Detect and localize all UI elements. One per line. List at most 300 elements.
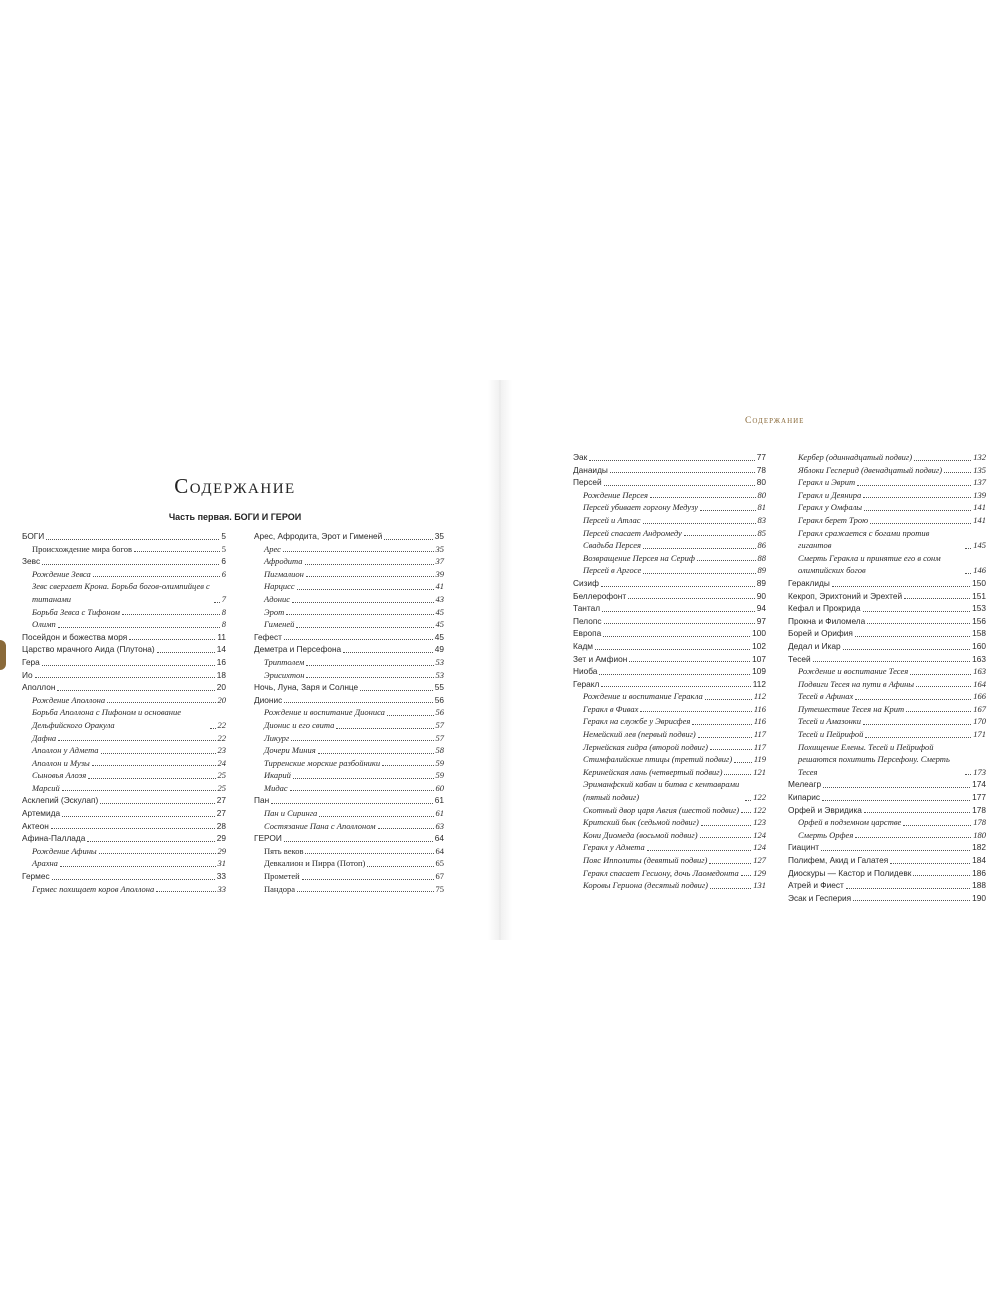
toc-page-number: 37 [435, 556, 444, 567]
toc-entry-title: Лернейская гидра (второй подвиг) [583, 741, 708, 752]
toc-page-number: 121 [753, 766, 766, 777]
toc-page-number: 25 [217, 770, 226, 781]
toc-entry-title: Рождение и воспитание Диониса [264, 707, 385, 718]
toc-entry [254, 555, 444, 568]
toc-entry [573, 451, 766, 464]
toc-entry-title: Полифем, Акид и Галатея [788, 855, 889, 865]
toc-page-number: 88 [757, 552, 766, 563]
toc-entry-title: Борей и Орифия [788, 628, 853, 639]
toc-entry [788, 590, 986, 603]
toc-entry-title: Свадьба Персея [583, 540, 641, 551]
toc-entry-title: Борьба Аполлона с Пифоном и основание Дельфийского Оракула [32, 707, 182, 730]
toc-leader-dots [384, 539, 432, 540]
toc-entry-title: Зет и Амфион [573, 653, 628, 664]
toc-page-number: 132 [973, 452, 986, 462]
toc-page-number: 100 [752, 628, 766, 639]
toc-leader-dots [60, 866, 216, 867]
toc-entry [254, 568, 444, 581]
toc-leader-dots [821, 850, 970, 851]
toc-page-number: 177 [972, 792, 986, 803]
toc-page-number: 178 [972, 804, 986, 815]
toc-entry [573, 527, 766, 540]
toc-leader-dots [382, 765, 433, 766]
toc-entry [22, 543, 226, 556]
toc-entry-title: Кони Диомеда (восьмой подвиг) [583, 829, 698, 840]
toc-entry [22, 807, 226, 820]
toc-page-number: 135 [973, 464, 986, 475]
toc-leader-dots [601, 586, 755, 587]
toc-leader-dots [305, 564, 434, 565]
toc-page-number: 141 [973, 502, 986, 513]
toc-entry [573, 690, 766, 703]
toc-leader-dots [284, 639, 433, 640]
toc-page-number: 129 [753, 867, 766, 878]
toc-entry-title: Актеон [22, 820, 49, 831]
toc-entry-title: Гименей [264, 619, 295, 630]
toc-entry [254, 643, 444, 656]
toc-entry [573, 841, 766, 854]
toc-page-number: 53 [435, 656, 444, 667]
toc-leader-dots [387, 715, 434, 716]
toc-entry [22, 794, 226, 807]
toc-entry-title: Пигмалион [264, 568, 304, 579]
toc-entry-title: Беллерофонт [573, 590, 627, 601]
toc-leader-dots [107, 702, 215, 703]
toc-leader-dots [914, 460, 971, 461]
toc-entry-title: Рождение Персея [583, 489, 648, 500]
left-page [0, 0, 490, 1300]
toc-leader-dots [210, 728, 216, 729]
toc-page-number: 24 [217, 757, 226, 768]
toc-leader-dots [99, 853, 216, 854]
toc-leader-dots [93, 576, 220, 577]
toc-page-number: 75 [435, 883, 444, 894]
toc-entry [788, 854, 986, 867]
toc-page-number: 122 [753, 804, 766, 815]
toc-page-number: 180 [973, 829, 986, 840]
toc-leader-dots [92, 765, 216, 766]
toc-entry [22, 555, 226, 568]
toc-page-number: 81 [757, 502, 766, 513]
toc-leader-dots [857, 485, 971, 486]
toc-page-number: 116 [753, 703, 766, 714]
toc-page-number: 184 [972, 855, 986, 865]
toc-page-number: 20 [216, 682, 226, 693]
toc-column-right-2 [788, 451, 986, 904]
toc-leader-dots [302, 879, 434, 880]
toc-entry [254, 543, 444, 556]
toc-entry [22, 606, 226, 619]
toc-page-number: 23 [217, 745, 226, 756]
toc-entry [22, 694, 226, 707]
toc-entry-title: Смерть Геракла и принятие его в сонм олимпийских богов [798, 552, 941, 576]
toc-entry-title: Тесей [788, 653, 811, 664]
toc-entry [573, 539, 766, 552]
toc-entry [573, 615, 766, 628]
toc-entry-title: Гера [22, 656, 40, 667]
toc-entry-title: Эрисихтон [264, 669, 305, 680]
toc-leader-dots [710, 888, 751, 889]
toc-entry-title: Возвращение Персея на Сериф [583, 552, 695, 563]
toc-entry-title: Происхождение мира богов [32, 543, 132, 554]
toc-entry-title: Икарий [264, 770, 291, 781]
toc-page-number: 131 [753, 880, 766, 891]
toc-entry-title: Смерть Орфея [798, 829, 854, 840]
toc-entry-title: Ио [22, 669, 33, 680]
toc-entry [788, 615, 986, 628]
toc-page-number: 122 [753, 792, 766, 803]
toc-entry [254, 593, 444, 606]
toc-entry-title: Афродита [264, 556, 303, 567]
toc-entry [254, 807, 444, 820]
toc-entry [788, 527, 986, 552]
toc-leader-dots [823, 787, 970, 788]
toc-leader-dots [643, 523, 756, 524]
toc-page-number: 27 [216, 808, 226, 819]
toc-leader-dots [87, 841, 214, 842]
toc-entry-title: Гефест [254, 631, 282, 642]
toc-leader-dots [650, 497, 756, 498]
toc-entry-title: Эриманфский кабан и битва с кентаврами (пятый подвиг) [583, 779, 740, 803]
toc-entry [573, 715, 766, 728]
toc-entry-title: Прометей [264, 871, 300, 882]
toc-page-number: 31 [217, 858, 226, 869]
toc-leader-dots [291, 740, 433, 741]
toc-entry [22, 631, 226, 644]
toc-entry-title: Тесей и Амазонки [798, 716, 862, 727]
toc-leader-dots [710, 749, 752, 750]
toc-page-number: 146 [973, 565, 986, 576]
toc-leader-dots [100, 803, 215, 804]
toc-entry-title: Борьба Зевса с Тифоном [32, 606, 120, 617]
toc-leader-dots [867, 623, 970, 624]
toc-page-number: 78 [756, 464, 766, 475]
toc-leader-dots [741, 812, 751, 813]
toc-page-number: 59 [435, 757, 444, 768]
toc-entry [788, 778, 986, 791]
toc-leader-dots [57, 690, 214, 691]
toc-entry-title: Геракл берет Трою [798, 514, 869, 525]
toc-entry [788, 514, 986, 527]
toc-entry-title: Ниоба [573, 666, 598, 677]
toc-entry [573, 489, 766, 502]
toc-page-number: 29 [216, 833, 226, 844]
toc-entry [573, 577, 766, 590]
toc-entry [254, 681, 444, 694]
toc-entry-title: БОГИ [22, 531, 45, 541]
toc-leader-dots [601, 686, 750, 687]
toc-entry [573, 741, 766, 754]
toc-entry-title: Кербер (одиннадцатый подвиг) [798, 452, 913, 462]
toc-entry-title: Состязание Пана с Аполлоном [264, 820, 376, 831]
toc-leader-dots [855, 837, 971, 838]
toc-entry-title: Рождение Зевса [32, 568, 91, 579]
toc-entry [22, 832, 226, 845]
toc-entry-title: Аполлон и Музы [32, 757, 90, 768]
toc-leader-dots [42, 564, 219, 565]
toc-page-number: 163 [972, 653, 986, 664]
toc-leader-dots [745, 800, 751, 801]
toc-page-number: 20 [217, 694, 226, 705]
toc-page-number: 97 [756, 615, 766, 626]
toc-entry-title: Коровы Гериона (десятый подвиг) [583, 880, 709, 891]
toc-page-number: 14 [216, 644, 226, 655]
toc-entry [254, 857, 444, 870]
toc-entry [573, 804, 766, 817]
toc-column-right-1 [573, 451, 766, 892]
toc-entry-title: Рождение и воспитание Тесея [798, 666, 909, 677]
toc-entry [254, 618, 444, 631]
toc-entry [788, 829, 986, 842]
toc-leader-dots [367, 866, 433, 867]
toc-page-number: 56 [434, 694, 444, 705]
toc-entry-title: Геракл и Эврит [798, 477, 856, 488]
toc-leader-dots [822, 800, 970, 801]
toc-entry [788, 879, 986, 892]
toc-entry [788, 552, 986, 577]
toc-leader-dots [101, 753, 216, 754]
toc-entry-title: Тесей в Афинах [798, 691, 854, 702]
toc-entry [22, 681, 226, 694]
toc-entry [254, 606, 444, 619]
contents-title: Содержание [174, 474, 296, 498]
toc-page-number: 156 [972, 615, 986, 626]
toc-page-number: 22 [217, 732, 226, 743]
toc-entry-title: Прокна и Филомела [788, 615, 866, 626]
toc-entry [573, 464, 766, 477]
toc-leader-dots [863, 497, 971, 498]
toc-entry [254, 669, 444, 682]
toc-leader-dots [865, 737, 971, 738]
toc-page-number: 166 [973, 691, 986, 702]
toc-page-number: 45 [434, 631, 444, 642]
toc-entry [573, 766, 766, 779]
toc-page-number: 109 [752, 666, 766, 677]
toc-column-left-2 [254, 530, 444, 895]
toc-entry [22, 656, 226, 669]
toc-entry-title: Зевс свергает Крона. Борьба богов-олимпийцев с титанами [32, 581, 210, 604]
toc-leader-dots [700, 837, 752, 838]
toc-entry [788, 476, 986, 489]
toc-page-number: 182 [972, 842, 986, 853]
toc-page-number: 127 [753, 855, 766, 865]
toc-leader-dots [129, 639, 215, 640]
toc-entry-title: Керинейская лань (четвертый подвиг) [583, 766, 723, 777]
toc-leader-dots [853, 900, 970, 901]
toc-page-number: 59 [435, 770, 444, 781]
toc-entry [788, 715, 986, 728]
right-page [510, 0, 1000, 1300]
toc-leader-dots [305, 853, 433, 854]
toc-entry [573, 665, 766, 678]
toc-entry [788, 653, 986, 666]
toc-leader-dots [122, 614, 220, 615]
toc-page-number: 6 [221, 556, 226, 567]
toc-entry-title: Тесей и Пейрифой [798, 729, 864, 740]
toc-entry [573, 602, 766, 615]
toc-page-number: 85 [757, 527, 766, 538]
toc-entry [573, 829, 766, 842]
toc-entry [788, 640, 986, 653]
toc-entry-title: Афина-Паллада [22, 833, 86, 844]
toc-page-number: 63 [435, 820, 444, 831]
toc-entry-title: Арахна [32, 858, 58, 869]
toc-page-number: 57 [435, 732, 444, 743]
toc-entry-title: Персей [573, 477, 602, 488]
toc-page-number: 112 [753, 691, 766, 702]
toc-leader-dots [286, 614, 433, 615]
toc-leader-dots [697, 560, 756, 561]
toc-page-number: 178 [973, 817, 986, 828]
toc-entry [788, 602, 986, 615]
toc-entry [788, 703, 986, 716]
toc-entry-title: Персей в Аргосе [583, 565, 642, 576]
toc-entry [788, 690, 986, 703]
toc-page-number: 102 [752, 640, 766, 651]
toc-page-number: 67 [435, 871, 444, 882]
toc-entry [22, 769, 226, 782]
toc-leader-dots [647, 850, 751, 851]
toc-entry-title: Европа [573, 628, 602, 639]
toc-page-number: 60 [435, 782, 444, 793]
toc-leader-dots [343, 652, 433, 653]
toc-entry [254, 656, 444, 669]
toc-page-number: 94 [756, 603, 766, 614]
toc-leader-dots [906, 711, 971, 712]
toc-page-number: 8 [221, 619, 226, 630]
toc-leader-dots [701, 825, 751, 826]
toc-entry-title: Сыновья Алоэя [32, 770, 87, 781]
toc-entry [22, 706, 226, 731]
toc-entry-title: Атрей и Фиест [788, 880, 844, 891]
toc-page-number: 117 [753, 729, 766, 740]
toc-page-number: 124 [753, 842, 766, 853]
toc-entry-title: Пандора [264, 883, 296, 894]
toc-page-number: 90 [756, 590, 766, 601]
toc-leader-dots [628, 598, 755, 599]
toc-entry-title: Дочери Миния [264, 745, 316, 756]
toc-entry [788, 501, 986, 514]
toc-page-number: 64 [434, 833, 444, 844]
toc-page-number: 158 [972, 628, 986, 639]
toc-entry-title: Персей убивает горгону Медузу [583, 502, 698, 513]
toc-entry-title: Геракл на службе у Эврисфея [583, 716, 691, 727]
toc-page-number: 167 [973, 703, 986, 714]
toc-entry [254, 694, 444, 707]
toc-entry-title: Пан и Сиринга [264, 808, 318, 819]
toc-entry [573, 640, 766, 653]
toc-leader-dots [965, 548, 971, 549]
toc-entry [22, 845, 226, 858]
toc-leader-dots [640, 711, 751, 712]
toc-entry-title: Орфей и Эвридика [788, 804, 862, 815]
toc-page-number: 58 [435, 745, 444, 756]
toc-entry-title: Адонис [264, 593, 290, 604]
toc-page-number: 80 [757, 489, 766, 500]
toc-page-number: 141 [973, 514, 986, 525]
toc-entry-title: Артемида [22, 808, 61, 819]
toc-page-number: 11 [217, 631, 226, 642]
toc-entry-title: Путешествие Тесея на Крит [798, 703, 905, 714]
toc-entry [254, 820, 444, 833]
toc-page-number: 89 [757, 565, 766, 576]
toc-leader-dots [62, 816, 215, 817]
toc-entry [573, 514, 766, 527]
toc-leader-dots [604, 623, 755, 624]
toc-leader-dots [157, 652, 215, 653]
toc-page-number: 170 [973, 716, 986, 727]
toc-entry [788, 489, 986, 502]
toc-entry [788, 892, 986, 905]
toc-leader-dots [604, 485, 755, 486]
toc-page-number: 173 [973, 766, 986, 777]
toc-page-number: 190 [972, 892, 986, 903]
toc-entry [254, 706, 444, 719]
toc-entry [788, 741, 986, 779]
toc-leader-dots [863, 724, 971, 725]
toc-entry [22, 618, 226, 631]
toc-page-number: 55 [434, 682, 444, 693]
toc-leader-dots [336, 728, 433, 729]
toc-entry-title: Критский бык (седьмой подвиг) [583, 817, 699, 828]
toc-entry-title: Немейский лев (первый подвиг) [583, 729, 696, 740]
toc-entry-title: Кекроп, Эрихтоний и Эрехтей [788, 590, 903, 601]
toc-entry [788, 728, 986, 741]
toc-page-number: 160 [972, 640, 986, 651]
toc-leader-dots [284, 702, 433, 703]
toc-entry-title: Пять веков [264, 845, 304, 856]
toc-entry-title: Дафна [32, 732, 57, 743]
toc-leader-dots [843, 649, 971, 650]
toc-page-number: 29 [217, 845, 226, 856]
toc-entry-title: Ночь, Луна, Заря и Солнце [254, 682, 359, 693]
toc-entry [22, 757, 226, 770]
toc-page-number: 41 [435, 581, 444, 592]
toc-leader-dots [863, 611, 971, 612]
toc-page-number: 153 [972, 603, 986, 614]
toc-entry [788, 678, 986, 691]
toc-page-number: 139 [973, 489, 986, 500]
toc-entry-title: Триптолем [264, 656, 305, 667]
toc-entry-title: Олимп [32, 619, 56, 630]
toc-entry-title: Эсак и Гесперия [788, 892, 852, 903]
toc-entry [788, 577, 986, 590]
part-heading: Часть первая. БОГИ И ГЕРОИ [168, 512, 302, 522]
toc-entry [573, 703, 766, 716]
toc-entry [22, 857, 226, 870]
toc-page-number: 123 [753, 817, 766, 828]
toc-entry-title: Орфей в подземном царстве [798, 817, 902, 828]
toc-page-number: 117 [753, 741, 766, 752]
toc-page-number: 65 [435, 858, 444, 869]
toc-leader-dots [643, 548, 756, 549]
toc-entry [573, 816, 766, 829]
toc-leader-dots [62, 790, 216, 791]
toc-entry [573, 653, 766, 666]
toc-page-number: 7 [221, 593, 226, 604]
toc-entry-title: Сизиф [573, 577, 599, 588]
toc-entry-title: Персей спасает Андромеду [583, 527, 682, 538]
toc-entry [573, 854, 766, 867]
toc-entry [254, 769, 444, 782]
toc-leader-dots [603, 636, 750, 637]
toc-entry [254, 744, 444, 757]
toc-page-number: 107 [752, 653, 766, 664]
toc-entry [254, 757, 444, 770]
toc-entry-title: Пан [254, 795, 270, 806]
toc-entry-title: Геракл у Омфалы [798, 502, 863, 513]
toc-leader-dots [292, 602, 434, 603]
